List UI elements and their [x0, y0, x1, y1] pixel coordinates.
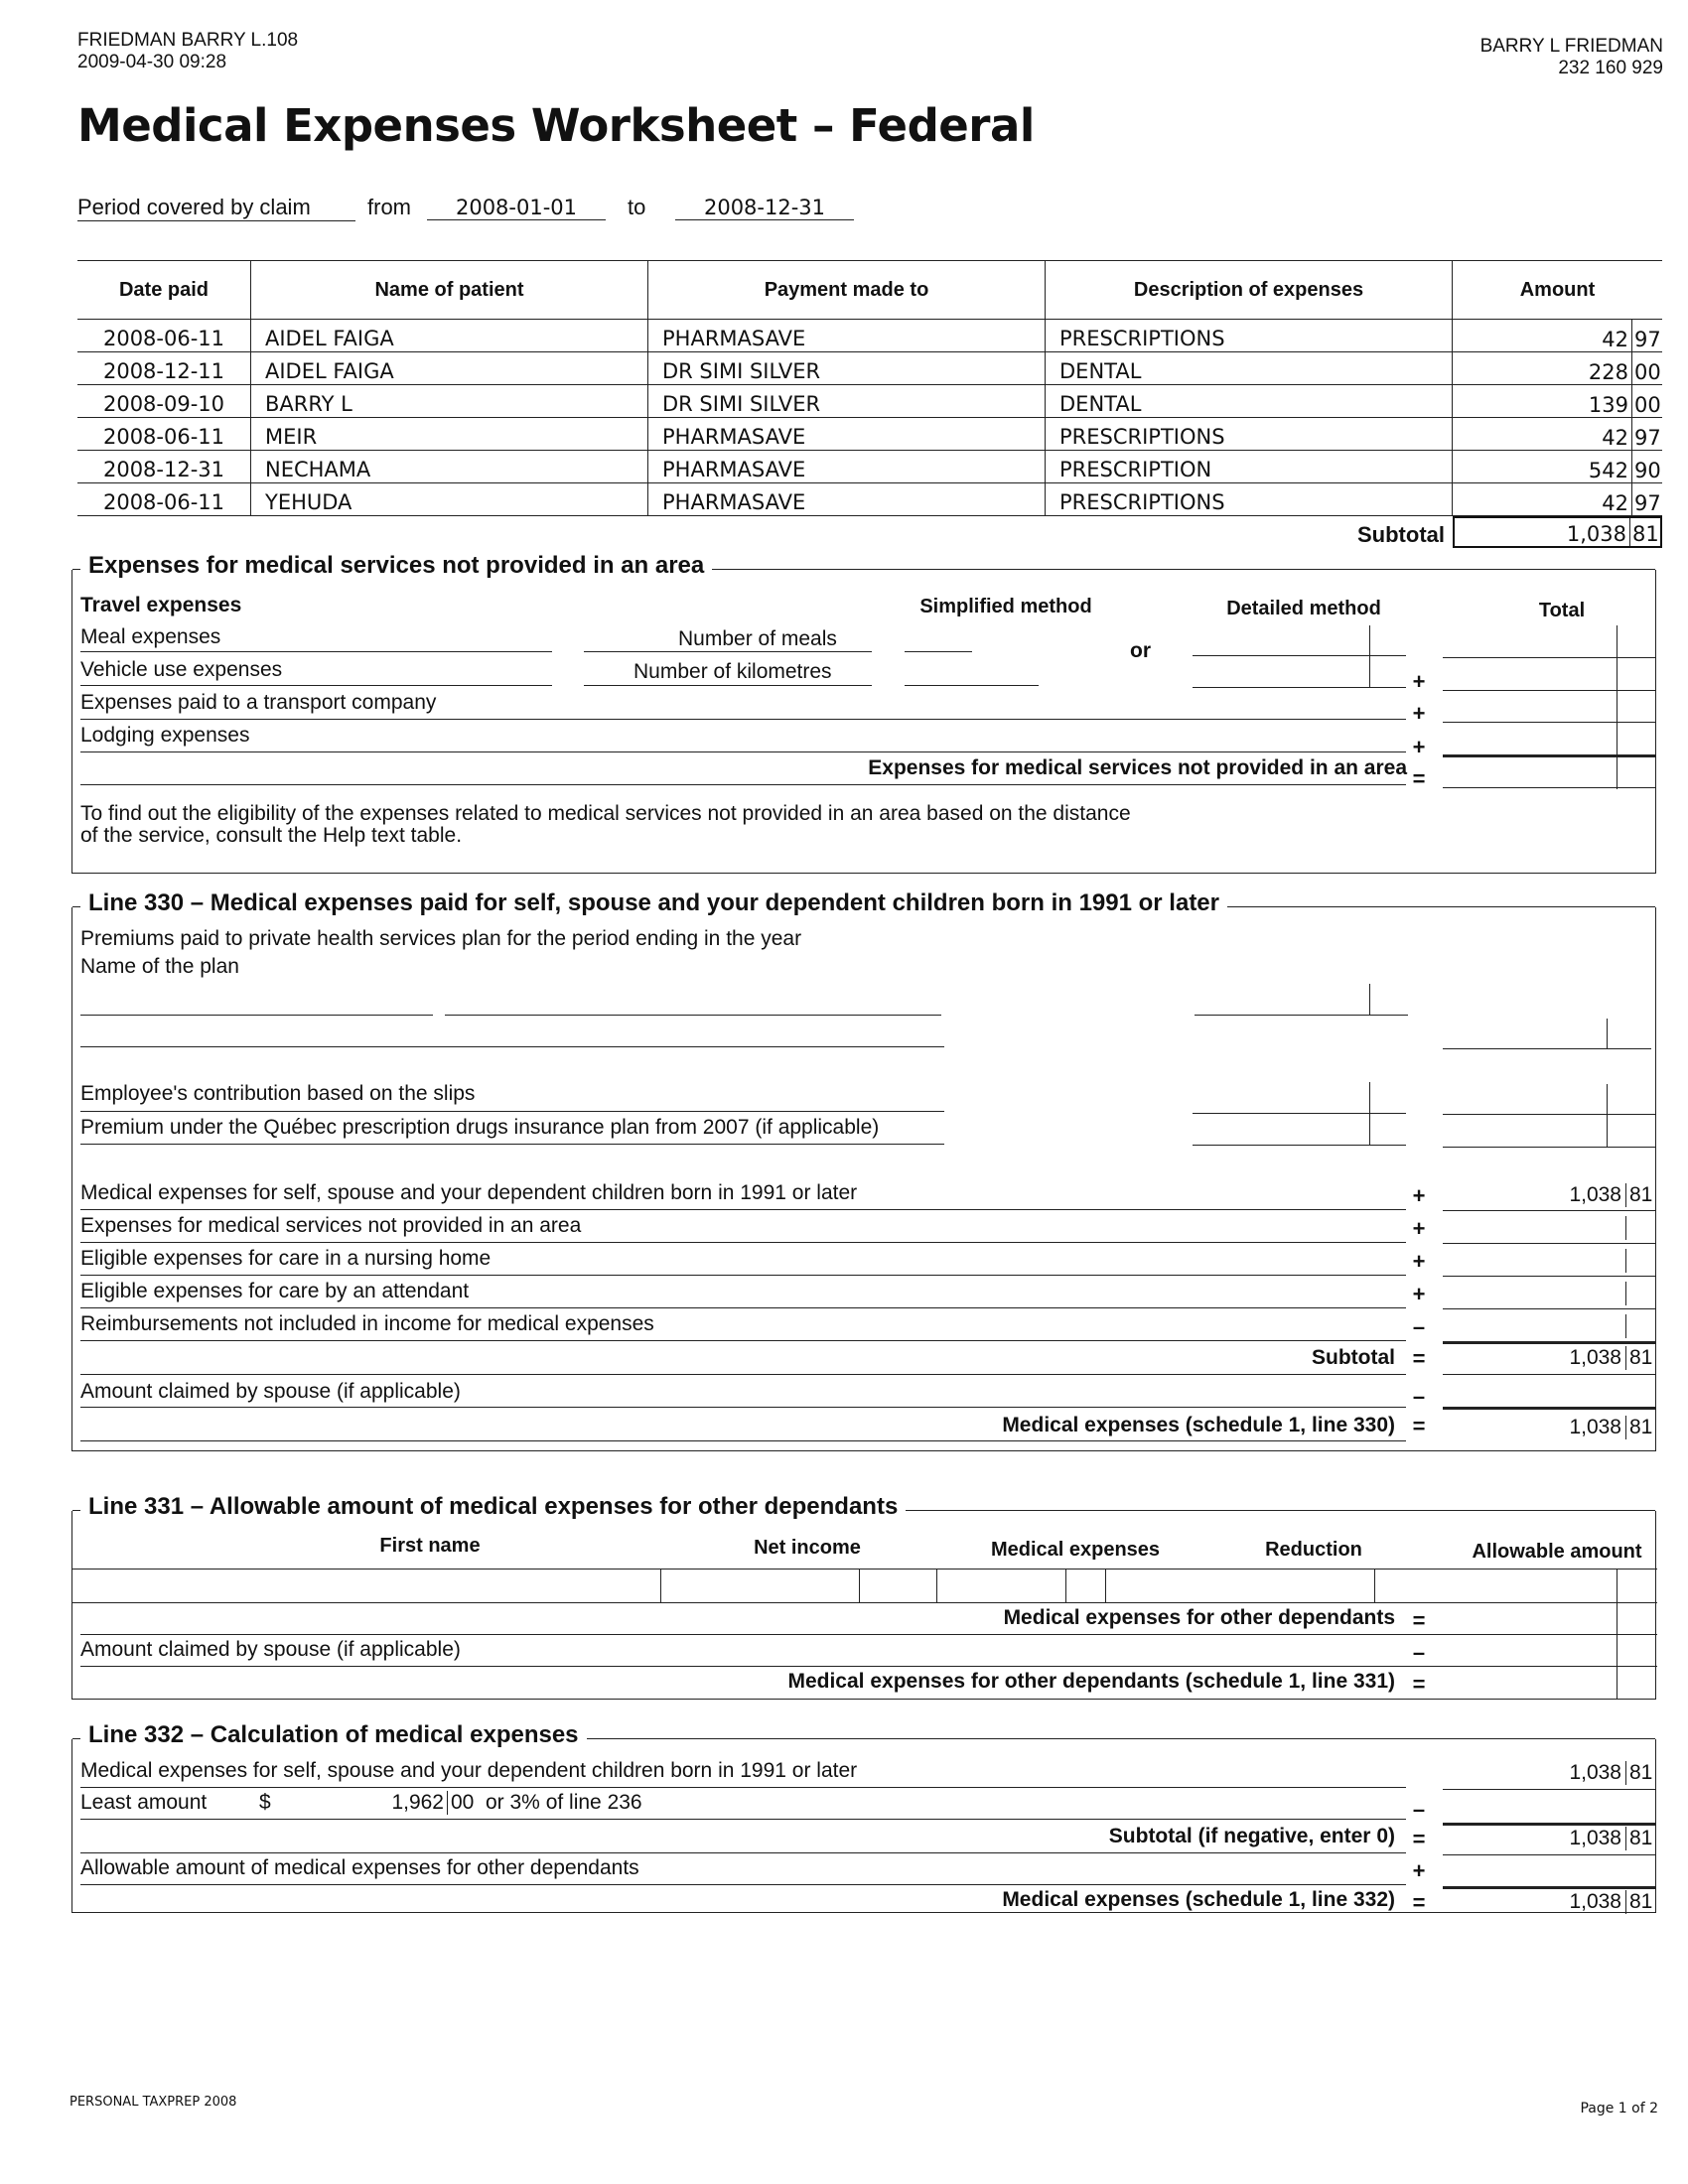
premiums-label: Premiums paid to private health services plan for the period ending in the year: [80, 927, 802, 950]
date-paid-cell[interactable]: 2008-09-10: [77, 385, 251, 417]
col-patient: Name of patient: [251, 261, 648, 319]
payee-cell[interactable]: PHARMASAVE: [648, 451, 1046, 482]
cents: [1626, 1282, 1656, 1305]
equals-sign: =: [1412, 1827, 1426, 1851]
dollars: 42: [1453, 483, 1632, 515]
line-330-row-label: Eligible expenses for care in a nursing home: [80, 1247, 492, 1270]
line-330-row-label: Expenses for medical services not provided in an area: [80, 1214, 582, 1237]
claim-period: [77, 195, 854, 221]
quebec-premium-field[interactable]: [1193, 1145, 1406, 1146]
other-dependants-label: Allowable amount of medical expenses for other dependants: [80, 1856, 639, 1879]
line-332-self-amount: [1443, 1761, 1656, 1785]
payee-cell[interactable]: DR SIMI SILVER: [648, 385, 1046, 417]
expense-row: [77, 385, 1662, 418]
dollars: [1443, 1282, 1626, 1305]
cents: 81: [1629, 1890, 1653, 1913]
page-number: Page 1 of 2: [1580, 2101, 1658, 2116]
col-date-paid: Date paid: [77, 261, 251, 319]
simplified-method-heading: Simplified method: [919, 596, 1092, 617]
description-cell[interactable]: PRESCRIPTIONS: [1046, 320, 1453, 351]
description-cell[interactable]: PRESCRIPTIONS: [1046, 483, 1453, 515]
lodging-expenses-label: Lodging expenses: [80, 724, 250, 747]
dollars: 1,038: [1443, 1183, 1626, 1207]
area-section-title: Expenses for medical services not provided in an area: [80, 552, 712, 580]
transport-total-field[interactable]: [1443, 722, 1656, 723]
cents: 81: [1629, 1827, 1653, 1849]
description-cell[interactable]: DENTAL: [1046, 352, 1453, 384]
total-heading: Total: [1538, 600, 1586, 621]
col-allowable-amount: Allowable amount: [1472, 1541, 1642, 1563]
line-331-final-label: Medical expenses for other dependants (schedule 1, line 331): [787, 1670, 1395, 1693]
line-330-row-label: Eligible expenses for care by an attendant: [80, 1280, 470, 1302]
col-description: Description of expenses: [1046, 261, 1453, 319]
expense-table-header: [77, 260, 1662, 320]
col-amount: Amount: [1519, 278, 1596, 301]
line-332-final-amount: [1443, 1890, 1656, 1914]
software-footer: PERSONAL TAXPREP 2008: [70, 2095, 237, 2110]
col-medical-expenses: Medical expenses: [990, 1539, 1161, 1561]
plus-sign: +: [1412, 1858, 1426, 1883]
line-332-self-label: Medical expenses for self, spouse and your dependent children born in 1991 or later: [80, 1759, 858, 1782]
line-332-final-label: Medical expenses (schedule 1, line 332): [1002, 1888, 1395, 1911]
amount-cell[interactable]: [1453, 320, 1662, 351]
description-cell[interactable]: DENTAL: [1046, 385, 1453, 417]
cents: [1626, 1314, 1656, 1338]
document-header-left: [77, 30, 298, 73]
plus-sign: +: [1412, 735, 1426, 759]
meals-simplified-field[interactable]: [905, 651, 972, 652]
description-cell[interactable]: PRESCRIPTIONS: [1046, 418, 1453, 450]
cents: 81: [1629, 1346, 1653, 1369]
social-insurance-number: 232 160 929: [1558, 58, 1663, 78]
cents: [1626, 1216, 1656, 1240]
meals-count-label: Number of meals: [678, 627, 837, 650]
document-header-right: [1480, 36, 1663, 79]
operator-sign: +: [1412, 1183, 1426, 1208]
to-label: to: [628, 195, 646, 219]
help-note-line2: of the service, consult the Help text table.: [80, 824, 463, 847]
dollars: 1,038: [1443, 1416, 1626, 1439]
line-331-section: [71, 1493, 1656, 1700]
print-timestamp: 2009-04-30 09:28: [77, 52, 227, 72]
payee-cell[interactable]: PHARMASAVE: [648, 418, 1046, 450]
area-expenses-section: [71, 552, 1656, 874]
line-332-title: Line 332 – Calculation of medical expenses: [80, 1721, 587, 1749]
km-label: Number of kilometres: [633, 660, 832, 683]
patient-cell[interactable]: YEHUDA: [251, 483, 648, 515]
transport-expenses-label: Expenses paid to a transport company: [80, 691, 437, 714]
line-330-section: [71, 889, 1656, 1451]
dollars: 42: [1453, 418, 1632, 450]
subtotal-amount: [1453, 516, 1662, 548]
col-first-name: First name: [379, 1535, 481, 1557]
equals-sign: =: [1412, 766, 1426, 791]
period-label: Period covered by claim: [77, 195, 355, 221]
line-330-row-amount[interactable]: [1443, 1314, 1656, 1338]
spouse-claim-field[interactable]: [1443, 1407, 1656, 1410]
dollars: 1,038: [1443, 1346, 1626, 1370]
payee-cell[interactable]: DR SIMI SILVER: [648, 352, 1046, 384]
file-id: FRIEDMAN BARRY L.108: [77, 30, 299, 51]
vehicle-total-field[interactable]: [1443, 690, 1656, 691]
description-cell[interactable]: PRESCRIPTION: [1046, 451, 1453, 482]
line-332-subtotal-label: Subtotal (if negative, enter 0): [1108, 1825, 1395, 1847]
amount-cell[interactable]: [1453, 385, 1662, 417]
amount-cell[interactable]: [1453, 352, 1662, 384]
minus-sign: –: [1412, 1640, 1426, 1665]
amount-cell[interactable]: [1453, 418, 1662, 450]
payee-cell[interactable]: PHARMASAVE: [648, 483, 1046, 515]
detailed-method-heading: Detailed method: [1226, 598, 1381, 619]
lodging-total-field[interactable]: [1443, 754, 1656, 757]
expense-row: [77, 418, 1662, 451]
date-paid-cell[interactable]: 2008-06-11: [77, 320, 251, 351]
plan-name-field[interactable]: [80, 1015, 433, 1016]
least-amount-row: [80, 1791, 642, 1815]
subtotal-label: Subtotal: [1357, 522, 1445, 547]
equals-sign: =: [1412, 1672, 1426, 1697]
expense-row: [77, 320, 1662, 352]
minus-sign: –: [1412, 1797, 1426, 1822]
meals-total-field[interactable]: [1443, 657, 1656, 658]
plan-name-label: Name of the plan: [80, 955, 239, 978]
operator-sign: +: [1412, 1249, 1426, 1274]
expense-subtotal-row: [77, 516, 1662, 548]
period-from-field[interactable]: 2008-01-01: [427, 196, 606, 220]
col-payee: Payment made to: [648, 261, 1046, 319]
dollars: [1443, 1216, 1626, 1240]
spouse-claim-label: Amount claimed by spouse (if applicable): [80, 1380, 461, 1403]
cents: 97: [1634, 426, 1661, 450]
line-330-subtotal-amount: [1443, 1346, 1656, 1370]
line-330-row-amount[interactable]: [1443, 1249, 1656, 1273]
equals-sign: =: [1412, 1890, 1426, 1915]
patient-cell[interactable]: BARRY L: [251, 385, 648, 417]
dollars: 228: [1453, 352, 1632, 384]
spouse-claim-331-label: Amount claimed by spouse (if applicable): [80, 1638, 461, 1661]
expense-row: [77, 352, 1662, 385]
equals-sign: =: [1412, 1608, 1426, 1633]
equals-sign: =: [1412, 1346, 1426, 1371]
line-330-row-amount[interactable]: [1443, 1183, 1656, 1207]
patient-cell[interactable]: AIDEL FAIGA: [251, 320, 648, 351]
cents: 97: [1634, 491, 1661, 515]
meals-detailed-field[interactable]: [1193, 655, 1406, 656]
cents: 00: [1634, 393, 1661, 417]
area-total-field[interactable]: [1443, 787, 1656, 788]
employee-contribution-label: Employee's contribution based on the slips: [80, 1082, 476, 1105]
dependant-row[interactable]: [72, 1602, 1657, 1603]
expense-table: [77, 260, 1662, 548]
meal-expenses-label: Meal expenses: [80, 625, 221, 648]
dollars: 1,038: [1443, 1761, 1626, 1785]
cents: 97: [1634, 328, 1661, 351]
or-label: or: [1130, 639, 1151, 662]
dollars: 1,038: [1443, 1890, 1626, 1914]
patient-cell[interactable]: MEIR: [251, 418, 648, 450]
payee-cell[interactable]: PHARMASAVE: [648, 320, 1046, 351]
col-net-income: Net income: [754, 1537, 861, 1559]
date-paid-cell[interactable]: 2008-06-11: [77, 418, 251, 450]
cents: 00: [1634, 360, 1661, 384]
plus-sign: +: [1412, 701, 1426, 726]
plan-premium-field[interactable]: [1195, 1015, 1408, 1016]
least-amount-label: Least amount: [80, 1791, 208, 1814]
cents: 81: [1629, 1416, 1653, 1438]
area-total-label: Expenses for medical services not provided in an area: [868, 756, 1407, 779]
line-331-title: Line 331 – Allowable amount of medical expenses for other dependants: [80, 1493, 906, 1521]
date-paid-cell[interactable]: 2008-12-31: [77, 451, 251, 482]
least-amount-suffix: or 3% of line 236: [486, 1791, 642, 1814]
cents: 90: [1634, 459, 1661, 482]
least-amount-cents: 00: [451, 1791, 475, 1814]
vehicle-detailed-field[interactable]: [1193, 687, 1406, 688]
least-amount-dollars: 1,962: [289, 1791, 448, 1815]
taxpayer-name: BARRY L FRIEDMAN: [1479, 36, 1663, 57]
cents: 81: [1629, 1183, 1653, 1206]
equals-sign: =: [1412, 1414, 1426, 1438]
help-note-line1: To find out the eligibility of the expenses related to medical services not provided in an area based on the distance: [80, 802, 1131, 825]
from-label: from: [367, 195, 411, 219]
amount-cell[interactable]: [1453, 451, 1662, 482]
line-330-row-amount[interactable]: [1443, 1282, 1656, 1305]
line-332-section: [71, 1721, 1656, 1915]
employee-contribution-field[interactable]: [1193, 1113, 1406, 1114]
quebec-premium-label: Premium under the Québec prescription drugs insurance plan from 2007 (if applicable): [80, 1116, 880, 1139]
km-simplified-field[interactable]: [905, 685, 1039, 686]
line-330-subtotal-label: Subtotal: [1312, 1346, 1395, 1369]
dollars: 139: [1453, 385, 1632, 417]
operator-sign: +: [1412, 1216, 1426, 1241]
date-paid-cell[interactable]: 2008-12-11: [77, 352, 251, 384]
vehicle-expenses-label: Vehicle use expenses: [80, 658, 283, 681]
patient-cell[interactable]: AIDEL FAIGA: [251, 352, 648, 384]
cents: 81: [1629, 1761, 1653, 1784]
line-330-final-label: Medical expenses (schedule 1, line 330): [1002, 1414, 1395, 1436]
expense-row: [77, 483, 1662, 516]
minus-sign: –: [1412, 1384, 1426, 1409]
line-330-final-amount: [1443, 1416, 1656, 1439]
subtotal-dollars: 1,038: [1455, 518, 1630, 546]
page-title: Medical Expenses Worksheet – Federal: [77, 99, 1035, 152]
line-330-row-label: Medical expenses for self, spouse and your dependent children born in 1991 or later: [80, 1181, 858, 1204]
plus-sign: +: [1412, 669, 1426, 694]
line-330-row-label: Reimbursements not included in income for medical expenses: [80, 1312, 654, 1335]
travel-expenses-heading: Travel expenses: [80, 594, 242, 616]
operator-sign: +: [1412, 1282, 1426, 1306]
currency-symbol: $: [259, 1791, 271, 1814]
amount-cell[interactable]: [1453, 483, 1662, 515]
dollars: 542: [1453, 451, 1632, 482]
operator-sign: –: [1412, 1314, 1426, 1339]
col-reduction: Reduction: [1265, 1539, 1362, 1561]
line-330-title: Line 330 – Medical expenses paid for self, spouse and your dependent children born in 1991 or later: [80, 889, 1227, 917]
period-to-field[interactable]: 2008-12-31: [675, 196, 854, 220]
other-dependants-total-label: Medical expenses for other dependants: [1003, 1606, 1395, 1629]
expense-row: [77, 451, 1662, 483]
dollars: 42: [1453, 320, 1632, 351]
line-330-row-amount[interactable]: [1443, 1216, 1656, 1240]
line-332-subtotal-amount: [1443, 1827, 1656, 1850]
dollars: [1443, 1249, 1626, 1273]
subtotal-cents: 81: [1632, 522, 1659, 546]
cents: [1626, 1249, 1656, 1273]
dollars: 1,038: [1443, 1827, 1626, 1850]
patient-cell[interactable]: NECHAMA: [251, 451, 648, 482]
dollars: [1443, 1314, 1626, 1338]
date-paid-cell[interactable]: 2008-06-11: [77, 483, 251, 515]
